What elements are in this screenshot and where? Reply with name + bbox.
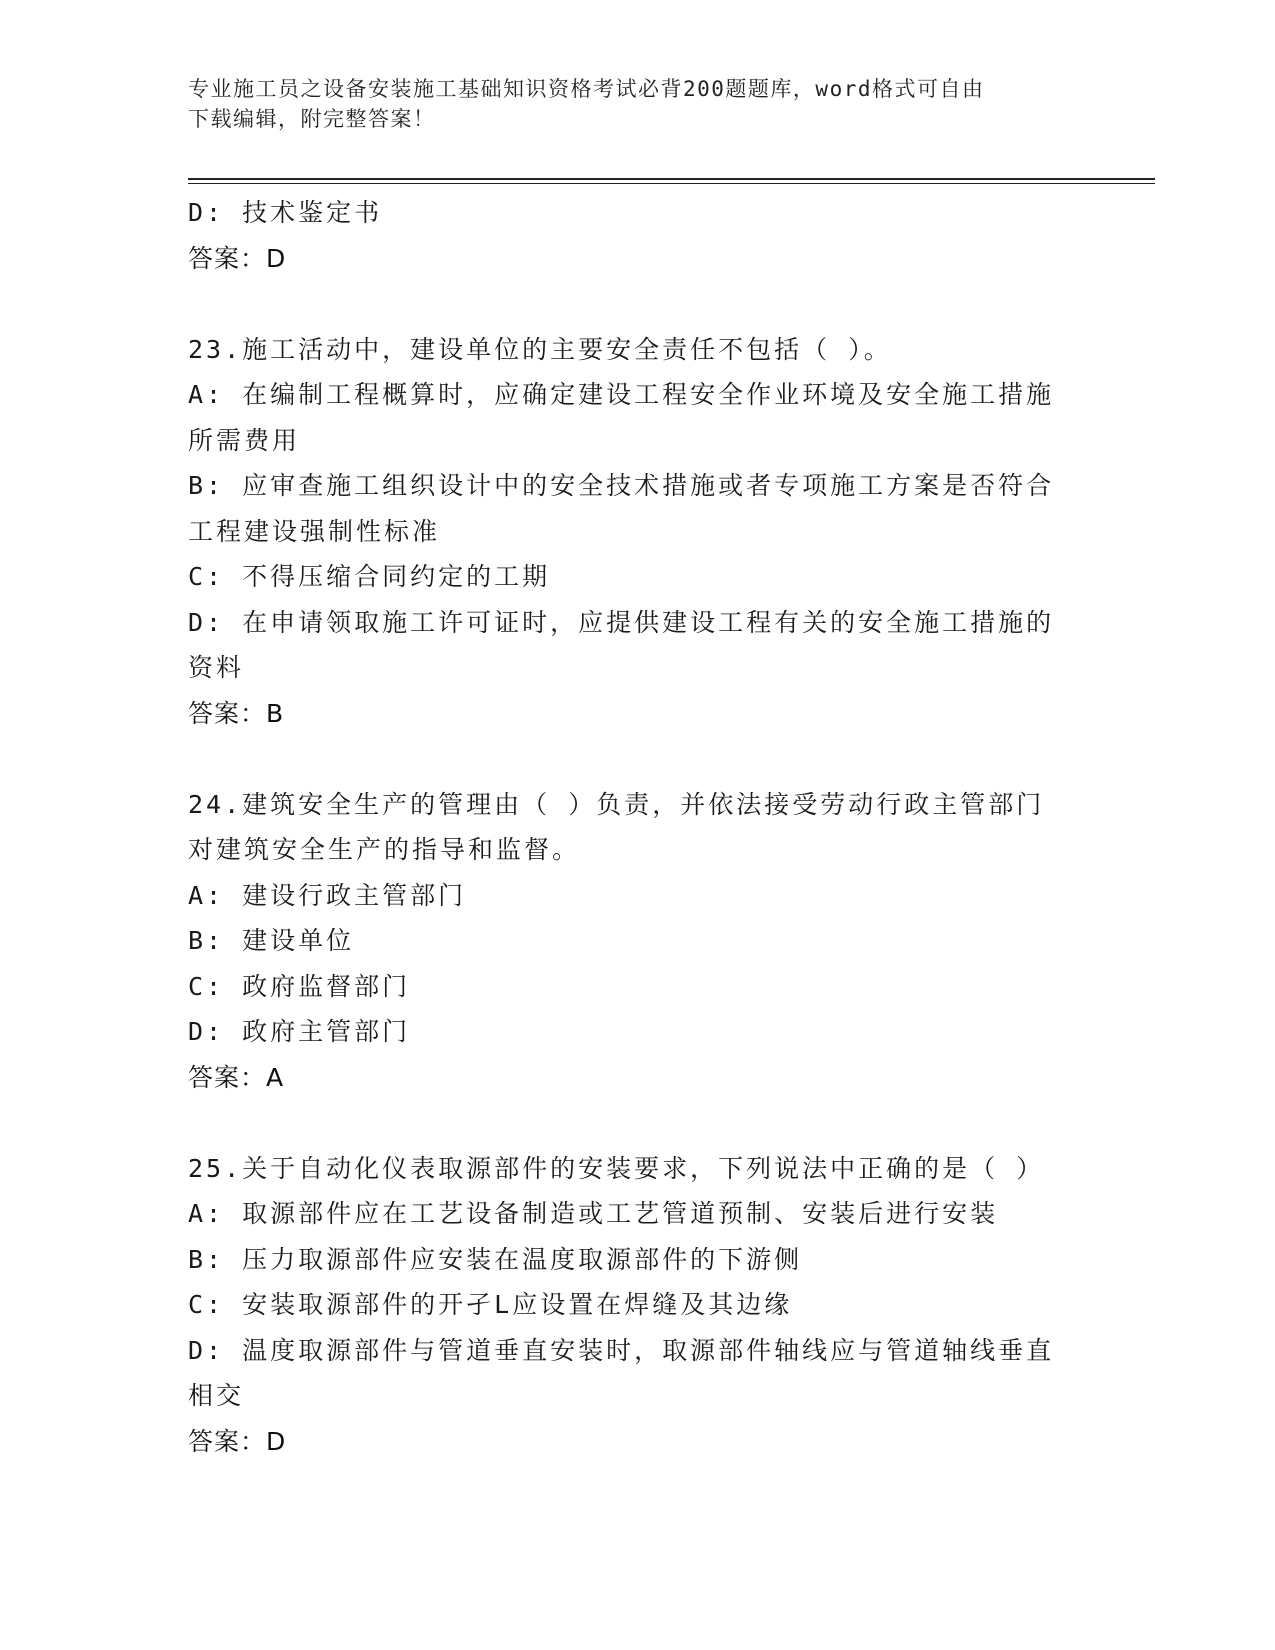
spacer [188,736,1088,782]
question-stem: 25.关于自动化仪表取源部件的安装要求，下列说法中正确的是（ ） [188,1153,1045,1183]
option-d: D: 政府主管部门 [188,1017,411,1046]
option-b: B: 应审查施工组织设计中的安全技术措施或者专项施工方案是否符合 [188,471,1055,500]
spacer [188,1100,1088,1146]
answer: 答案：A [188,1062,285,1092]
option-b: B: 建设单位 [188,926,355,955]
prev-option-d: D: 技术鉴定书 [188,198,383,227]
question-24 [188,782,1088,1101]
answer: 答案：B [188,698,285,728]
option-b: B: 压力取源部件应安装在温度取源部件的下游侧 [188,1244,803,1274]
question-stem-cont: 对建筑安全生产的指导和监督。 [188,835,581,864]
option-a: A: 取源部件应在工艺设备制造或工艺管道预制、安装后进行安装 [188,1199,999,1228]
header-rule-thin [188,183,1155,184]
option-c: C: 政府监督部门 [188,971,411,1001]
prev-answer: 答案：D [188,243,287,273]
option-a: A: 建设行政主管部门 [188,880,467,910]
option-d-cont: 相交 [188,1381,245,1410]
option-d: D: 温度取源部件与管道垂直安装时，取源部件轴线应与管道轴线垂直 [188,1335,1055,1365]
header-line-2: 下载编辑，附完整答案！ [188,107,436,131]
option-c: C: 安装取源部件的开孑L应设置在焊缝及其边缘 [188,1290,793,1319]
question-stem: 24.建筑安全生产的管理由（ ）负责，并依法接受劳动行政主管部门 [188,789,1045,819]
option-a-cont: 所需费用 [188,425,301,455]
option-b-cont: 工程建设强制性标准 [188,516,441,546]
header-rule-thick [188,178,1155,180]
header-line-1: 专业施工员之设备安装施工基础知识资格考试必背200题题库，word格式可自由 [188,77,985,101]
option-c: C: 不得压缩合同约定的工期 [188,562,551,591]
question-stem: 23.施工活动中，建设单位的主要安全责任不包括（ ）。 [188,334,892,364]
option-d: D: 在申请领取施工许可证时，应提供建设工程有关的安全施工措施的 [188,607,1055,637]
option-d-cont: 资料 [188,653,245,682]
spacer [188,281,1088,327]
question-23 [188,327,1088,737]
page-header [188,74,1068,134]
option-a: A: 在编制工程概算时，应确定建设工程安全作业环境及安全施工措施 [188,380,1055,409]
question-25 [188,1146,1088,1465]
questions-content [188,190,1088,1464]
answer: 答案：D [188,1426,287,1456]
